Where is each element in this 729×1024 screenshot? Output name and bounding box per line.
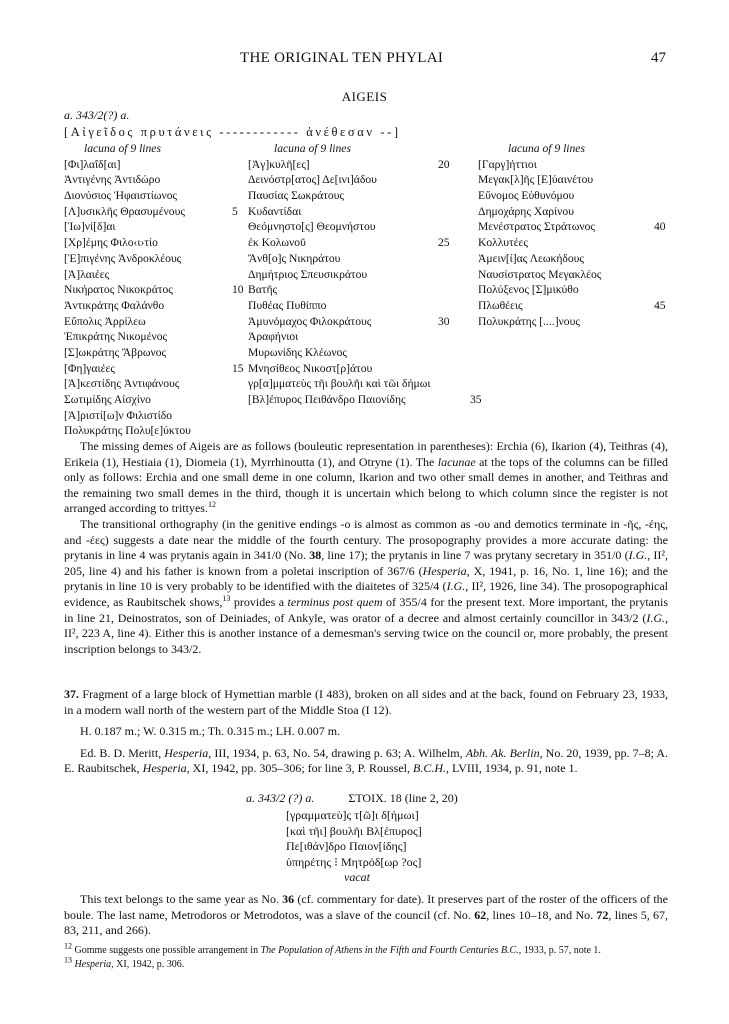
- inscription-37-meta: [246, 791, 458, 806]
- inscription-line: Δεινόστρ[ατος] Δε[ινι]άδου: [248, 173, 377, 187]
- inscription-date: a. 343/2(?) a.: [64, 108, 130, 122]
- inscription-line: [Βλ]έπυρος Πειθάνδρο Παιονίδης 35: [248, 393, 482, 406]
- inscription-column-3: [478, 141, 678, 329]
- inscription-heading: [Αἰγεῖδος πρυτάνεις ------------ ἀνέθεσαν --]: [64, 125, 401, 139]
- column-lacuna: lacuna of 9 lines: [274, 142, 351, 155]
- line-number: 10: [232, 283, 244, 297]
- inscription-line: [Φη]γαιέες 15: [64, 361, 244, 375]
- inscription-line: Πυθέας Πυθίππο: [248, 298, 327, 312]
- inscription-line: Παυσίας Σωκράτους: [248, 189, 344, 203]
- column-lacuna: lacuna of 9 lines: [508, 142, 585, 155]
- line-number: 25: [438, 236, 450, 250]
- column-lacuna: lacuna of 9 lines: [84, 142, 161, 155]
- line-number: 45: [654, 298, 666, 312]
- inscription-line: ὑπηρέτης ⁝ Μητρόδ[ωρ ?ος]: [286, 854, 422, 869]
- inscription-line: Ἀραφήνιοι: [248, 330, 299, 344]
- line-number: 35: [470, 393, 482, 406]
- inscription-line: Μεγακ[λ]ῆς [Ε]ὐαινέτου: [478, 173, 594, 187]
- inscription-line: Μυρωνίδης Κλέωνος: [248, 345, 347, 359]
- running-title: THE ORIGINAL TEN PHYLAI: [240, 50, 444, 66]
- section-title: AIGEIS: [341, 89, 388, 104]
- inscription-line: Διονύσιος Ἡφαιστίωνος: [64, 189, 178, 203]
- inscription-line: [Φι]λαΐδ[αι]: [64, 157, 121, 171]
- inscription-line: Πε[ιθάν]δρο Παιον[ίδης]: [286, 839, 407, 854]
- inscription-line: Ἀμειν[ί]ας Λεωκήδους: [478, 251, 584, 265]
- line-number: 5: [232, 204, 238, 218]
- inscription-line: Ἐπικράτης Νικομένος: [64, 330, 168, 344]
- inscription-line: [καὶ τῆι] βουλῆι Βλ[έπυρος]: [286, 823, 422, 838]
- inscription-line: [Ἀγ]κυλῆ[ες] 20: [248, 157, 450, 171]
- inscription-line: Ἀμυνόμαχος Φιλοκράτους 30: [248, 314, 450, 328]
- inscription-line: [Σ]ωκράτης Ἄβρωνος: [64, 345, 167, 359]
- entry-37-dimensions: H. 0.187 m.; W. 0.315 m.; Th. 0.315 m.; LH. 0.007 m.: [80, 724, 341, 739]
- footnote-ref[interactable]: 12: [207, 500, 216, 510]
- inscription-line: [Χρ]έμης Φιλο‹ι›τίο: [64, 236, 158, 250]
- inscription-line: [Ἀ]λαιέες: [64, 267, 110, 281]
- line-number: 20: [438, 157, 450, 171]
- commentary-36: [64, 439, 668, 657]
- line-number: 30: [438, 314, 450, 328]
- entry-37-description: 37. Fragment of a large block of Hymettian marble (I 483), broken on all sides and at the back, found on February 23, 1933, in a modern wall north of the western part of the Middle Stoa (I 12).: [64, 687, 668, 717]
- inscription-line: Νικήρατος Νικοκράτος 10: [64, 283, 244, 297]
- inscription-line: Ἀντικράτης Φαλάνθο: [64, 298, 165, 312]
- inscription-line: γρ[α]μματεὺς τῆι βουλῆι καὶ τῶι δήμωι: [248, 377, 431, 391]
- inscription-line: Πλωθέεις 45: [478, 298, 666, 312]
- inscription-line: ἐκ Κολωνοῦ 25: [248, 236, 450, 250]
- inscription-line: Κυδαντίδαι: [248, 204, 302, 218]
- inscription-column-2: [248, 141, 488, 408]
- commentary-37-paragraph: This text belongs to the same year as No. 36 (cf. commentary for date). It preserves part of the roster of the officers of the boule. The last name, Metrodoros or Metrodotos, was a slave of the council (cf. No. 62, lines 10–18, and No. 72, lines 5, 67, 83, 211, and 266).: [64, 892, 668, 938]
- inscription-line: [Ἐ]πιγένης Ἀνδροκλέους: [64, 251, 182, 265]
- inscription-line: Πολυκράτης [....]νους: [478, 314, 580, 328]
- entry-37-editions: Ed. B. D. Meritt, Hesperia, III, 1934, p. 63, No. 54, drawing p. 63; A. Wilhelm, Abh. Ak. Berlin, No. 20, 1939, pp. 7–8; A. E. Raubitschek, Hesperia, XI, 1942, pp. 305–306; for line 3, P. Roussel, B.C.H., LVIII, 1934, p. 91, note 1.: [64, 745, 669, 776]
- footnote-ref[interactable]: 13: [222, 593, 231, 603]
- inscription-line: [Ἀ]ριστί[ω]ν Φιλιστίδο: [64, 408, 173, 422]
- inscription-line: Σωτιμίδης Αἰσχίνο: [64, 393, 151, 406]
- inscription-line: Δημοχάρης Χαρίνου: [478, 204, 574, 218]
- entry-37: [64, 687, 668, 777]
- inscription-line: [Ἀ]κεστίδης Ἀντιφάνους: [64, 377, 180, 391]
- inscription-37: [246, 791, 458, 886]
- inscription-37-date: a. 343/2 (?) a.: [246, 791, 315, 805]
- inscription-line: Μενέστρατος Στράτωνος 40: [478, 220, 666, 234]
- inscription-line: Βατῆς: [248, 283, 278, 297]
- footnote-12: $^{12}$ Gomme suggests one possible arrangement in The Population of Athens in the Fifth and Fourth Centuries B.C., 1933, p. 57, note 1.: [64, 941, 601, 956]
- footnote-mark: 13: [64, 955, 72, 965]
- line-number: 15: [232, 361, 244, 375]
- inscription-line: Δημήτριος Σπευσικράτου: [248, 267, 368, 281]
- inscription-line: Εὔπολις Ἀρρίλεω: [64, 314, 146, 328]
- inscription-line: Πολύξενος [Σ]μικύθο: [478, 283, 579, 297]
- commentary-paragraph-1: The missing demes of Aigeis are as follows (bouleutic representation in parentheses): Erchia (6), Ikarion (4), Teithras (4), Erikeia (1), Hestiaia (1), Diomeia (1), Myrrhinoutta (1), and Otryne (1). The lacunae at the tops of the columns can be filled only as follows: Erchia and one small deme in one column, Ikarion and two other small demes in another, and Teithras and the remaining two small demes in the third, though it is uncertain which belong to which column since the register is not arranged according to trittyes.$^{12}$: [64, 439, 668, 516]
- inscription-line: Ἄνθ[ο]ς Νικηράτου: [248, 251, 341, 265]
- footnote-mark: 12: [64, 941, 72, 951]
- commentary-paragraph-2: The transitional orthography (in the genitive endings -ο is almost as common as -ου and demotics terminate in -ῆς, -έης, and -έες) suggests a date near the middle of the fourth century. The prosopography provides a more accurate dating: the prytanis in line 4 was prytanis again in 341/0 (No. 38, line 17); the prytanis in line 7 was prytany secretary in 351/0 (I.G., II², 205, line 4) and his father is known from a poletai inscription of 367/6 (Hesperia, X, 1941, p. 16, No. 1, line 16); and the prytanis in line 10 is very probably to be identified with the diaitetes of 325/4 (I.G., II², 1926, line 34). The prosopographical evidence, as Raubitschek shows,$^{13}$ provides a terminus post quem of 355/4 for the present text. More important, the prytanis in line 21, Deinostratos, son of Deiniades, of Ankyle, was orator of a decree and almost certainly councillor in 343/2 (I.G., II², 223 A, line 4). Either this is another instance of a demesman's serving twice on the council or, more probably, the present inscription belongs to 343/2.: [64, 516, 669, 656]
- inscription-line: Θεόμνηστο[ς] Θεομνήστου: [248, 220, 376, 234]
- inscription-line: Κολλυτέες: [478, 236, 528, 250]
- inscription-column-1: [64, 141, 244, 439]
- inscription-line: [Λ]υσικλῆς Θρασυμένους 5: [64, 204, 238, 218]
- page-number: 47: [651, 50, 666, 66]
- inscription-line: [Γαργ]ήττιοι: [478, 157, 537, 171]
- vacat-label: vacat: [344, 870, 370, 885]
- inscription-37-lines: [286, 808, 458, 886]
- stoichedon-note: ΣΤΟΙΧ. 18 (line 2, 20): [348, 791, 458, 805]
- inscription-line: Εὔνομος Εὐθυνόμου: [478, 189, 575, 203]
- inscription-line: Ναυσίστρατος Μεγακλέος: [478, 267, 602, 281]
- inscription-line: Ἀντιγένης Ἀντιδώρο: [64, 173, 161, 187]
- commentary-37: [64, 892, 668, 939]
- inscription-line: [γραμματεὺ]ς τ[ῶ]ι δ[ήμωι]: [286, 808, 419, 822]
- inscription-line: Μνησίθεος Νικοστ[ρ]άτου: [248, 361, 373, 375]
- inscription-line: [Ἰω]νί[δ]αι: [64, 220, 116, 234]
- line-number: 40: [654, 220, 666, 234]
- inscription-line: Πολυκράτης Πολυ[ε]ύκτου: [64, 424, 191, 438]
- footnote-13: $^{13}$ Hesperia, XI, 1942, p. 306.: [64, 955, 185, 970]
